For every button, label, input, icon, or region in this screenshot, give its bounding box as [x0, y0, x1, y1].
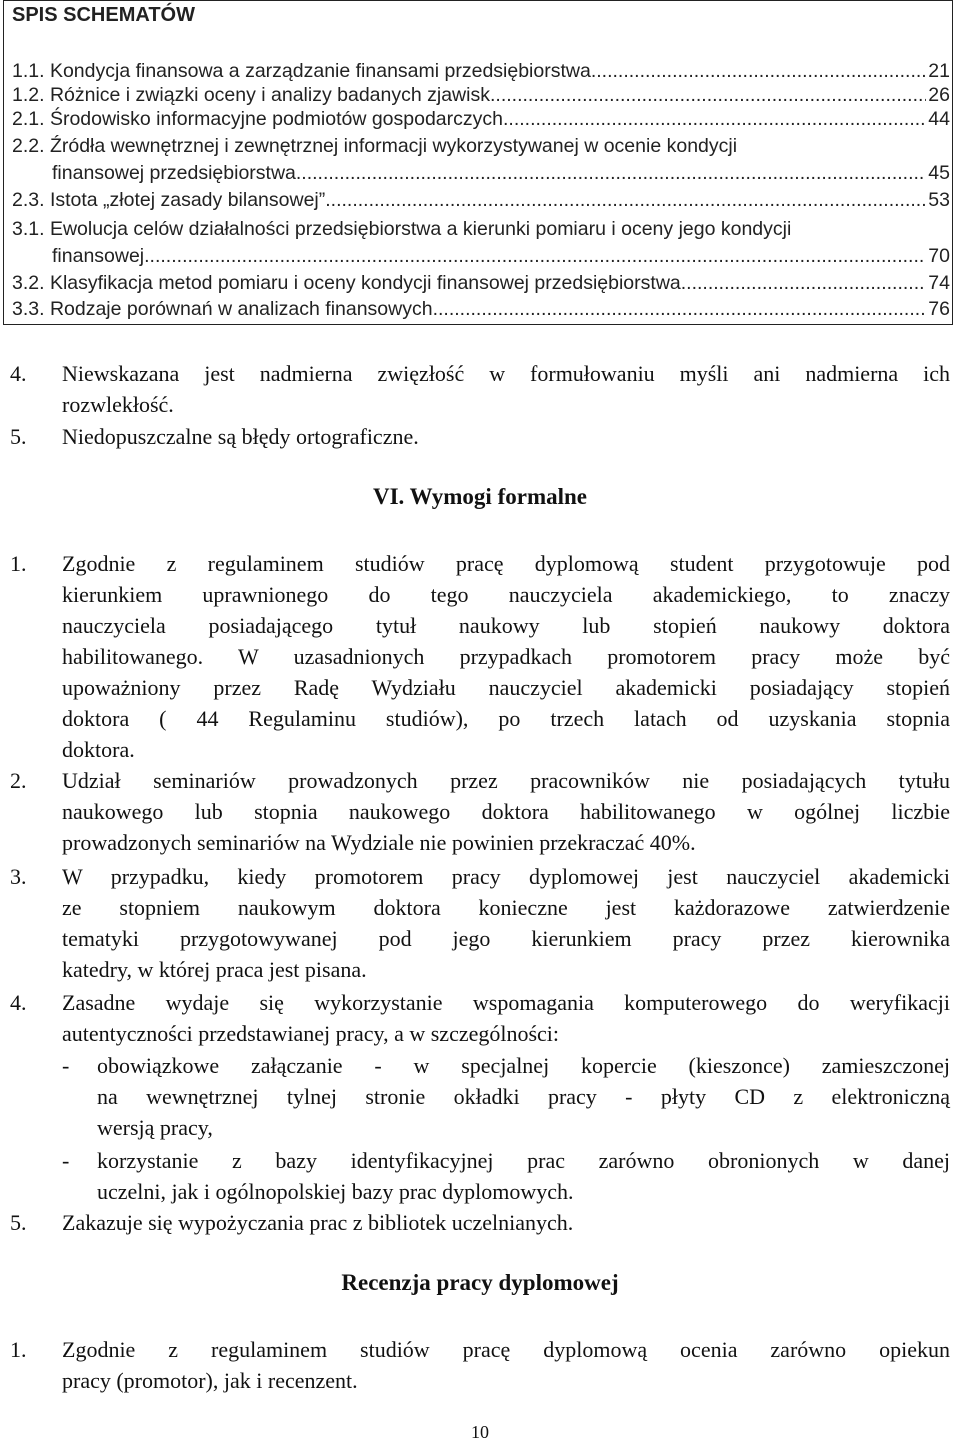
paragraph-line: doktora.	[62, 737, 135, 762]
paragraph-line: W przypadku, kiedy promotorem pracy dyplomowej jest nauczyciel akademicki	[62, 864, 950, 889]
list-number: 4.	[10, 990, 27, 1015]
paragraph-line: prowadzonych seminariów na Wydziale nie powinien przekraczać 40%.	[62, 830, 696, 855]
toc-entry-continuation[interactable]: finansowej ..... 70	[52, 244, 950, 268]
list-number: 4.	[10, 361, 27, 386]
paragraph-line: wersją pracy,	[97, 1115, 213, 1140]
paragraph-line: tematyki przygotowywanej pod jego kierunkiem pracy przez kierownika	[62, 926, 950, 951]
paragraph-line: obowiązkowe załączanie - w specjalnej kopercie (kieszonce) zamieszczonej	[97, 1053, 950, 1078]
paragraph-line: kierunkiem uprawnionego do tego nauczyciela akademickiego, to znaczy	[62, 582, 950, 607]
toc-entry-continuation[interactable]: finansowej przedsiębiorstwa ..... 45	[52, 161, 950, 185]
schematic-list-title: SPIS SCHEMATÓW	[12, 4, 195, 26]
paragraph-line: autentyczności przedstawianej pracy, a w szczególności:	[62, 1021, 560, 1046]
toc-entry[interactable]: 3.3. Rodzaje porównań w analizach finansowych ..... 76	[12, 297, 950, 321]
toc-entry-text[interactable]: 3.1. Ewolucja celów działalności przedsiębiorstwa a kierunki pomiaru i oceny jego kondycji	[12, 218, 792, 240]
list-number: 5.	[10, 424, 27, 449]
paragraph-line: naukowego lub stopnia naukowego doktora habilitowanego w ogólnej liczbie	[62, 799, 950, 824]
list-number: 3.	[10, 864, 27, 889]
section-heading: VI. Wymogi formalne	[372, 484, 587, 509]
page-number: 10	[471, 1422, 489, 1442]
paragraph-line: Zasadne wydaje się wykorzystanie wspomagania komputerowego do weryfikacji	[62, 990, 950, 1015]
paragraph-line: Niedopuszczalne są błędy ortograficzne.	[62, 424, 419, 449]
toc-entry[interactable]: 1.1. Kondycja finansowa a zarządzanie finansami przedsiębiorstwa ..... 21	[12, 59, 950, 83]
paragraph-line: uczelni, jak i ogólnopolskiej bazy prac dyplomowych.	[97, 1179, 574, 1204]
paragraph-line: Zgodnie z regulaminem studiów pracę dyplomową student przygotowuje pod	[62, 551, 950, 576]
dash-bullet: -	[62, 1148, 70, 1173]
paragraph-line: Zgodnie z regulaminem studiów pracę dyplomową ocenia zarówno opiekun	[62, 1337, 950, 1362]
paragraph-line: nauczyciela posiadającego tytuł naukowy lub stopień naukowy doktora	[62, 613, 950, 638]
paragraph-line: na wewnętrznej tylnej stronie okładki pracy - płyty CD z elektroniczną	[97, 1084, 950, 1109]
paragraph-line: rozwlekłość.	[62, 392, 174, 417]
paragraph-line: doktora ( 44 Regulaminu studiów), po trzech latach od uzyskania stopnia	[62, 706, 950, 731]
toc-entry[interactable]: 2.1. Środowisko informacyjne podmiotów gospodarczych ..... 44	[12, 107, 950, 131]
list-number: 1.	[10, 1337, 27, 1362]
list-number: 2.	[10, 768, 27, 793]
paragraph-line: Zakazuje się wypożyczania prac z bibliotek uczelnianych.	[62, 1210, 574, 1235]
list-number: 5.	[10, 1210, 27, 1235]
dash-bullet: -	[62, 1053, 70, 1078]
toc-entry[interactable]: 1.2. Różnice i związki oceny i analizy badanych zjawisk ..... 26	[12, 83, 950, 107]
schematic-list-box	[3, 0, 953, 325]
section-heading: Recenzja pracy dyplomowej	[341, 1270, 619, 1295]
toc-entry[interactable]: 3.2. Klasyfikacja metod pomiaru i oceny kondycji finansowej przedsiębiorstwa ..... 74	[12, 271, 950, 295]
toc-entry[interactable]: 2.3. Istota „złotej zasady bilansowej” ..... 53	[12, 188, 950, 212]
paragraph-line: Udział seminariów prowadzonych przez pracowników nie posiadających tytułu	[62, 768, 950, 793]
paragraph-line: pracy (promotor), jak i recenzent.	[62, 1368, 358, 1393]
paragraph-line: katedry, w której praca jest pisana.	[62, 957, 367, 982]
paragraph-line: ze stopniem naukowym doktora konieczne jest każdorazowe zatwierdzenie	[62, 895, 950, 920]
paragraph-line: upoważniony przez Radę Wydziału nauczyciel akademicki posiadający stopień	[62, 675, 950, 700]
paragraph-line: habilitowanego. W uzasadnionych przypadkach promotorem pracy może być	[62, 644, 950, 669]
paragraph-line: Niewskazana jest nadmierna zwięzłość w formułowaniu myśli ani nadmierna ich	[62, 361, 950, 386]
toc-entry-text[interactable]: 2.2. Źródła wewnętrznej i zewnętrznej informacji wykorzystywanej w ocenie kondycji	[12, 135, 738, 157]
paragraph-line: korzystanie z bazy identyfikacyjnej prac zarówno obronionych w danej	[97, 1148, 950, 1173]
list-number: 1.	[10, 551, 27, 576]
